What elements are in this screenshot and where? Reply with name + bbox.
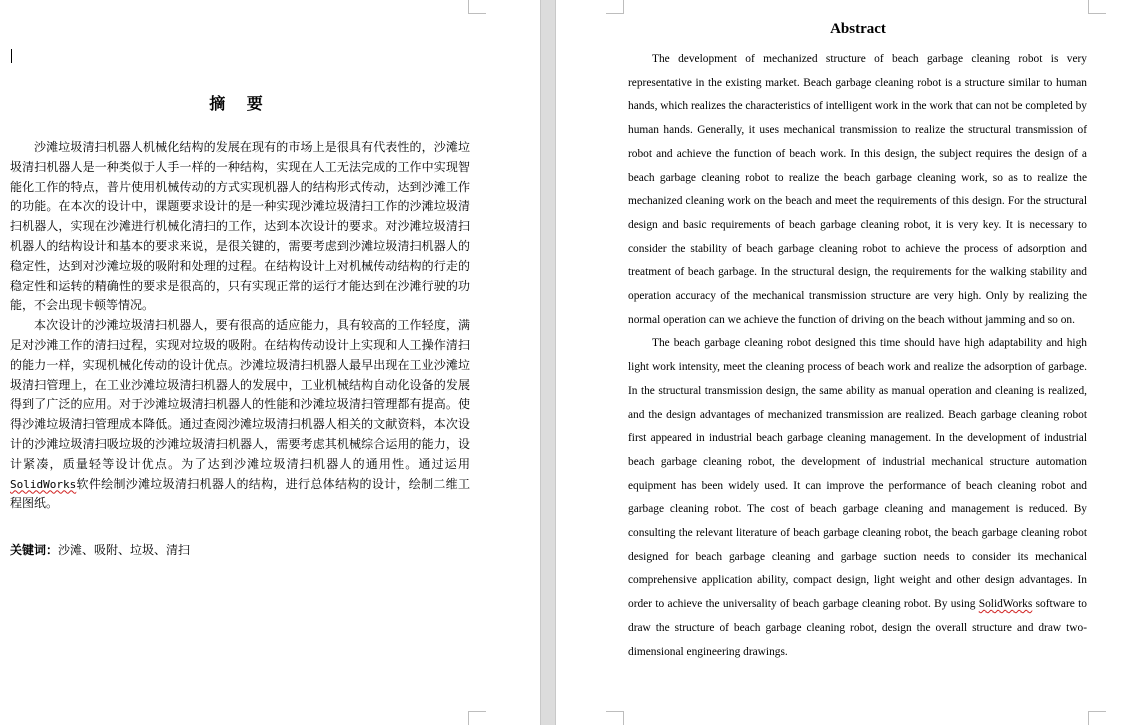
page-english-abstract[interactable] xyxy=(556,0,1142,725)
english-abstract-title: Abstract xyxy=(830,21,886,37)
spellcheck-word-solidworks-en[interactable]: SolidWorks xyxy=(978,598,1033,611)
page-gutter xyxy=(540,0,556,725)
keywords-value: 沙滩、吸附、垃圾、清扫 xyxy=(58,543,191,557)
chinese-keywords xyxy=(10,541,190,558)
chinese-abstract-title: 摘 要 xyxy=(209,94,271,113)
crop-mark-top-right-2 xyxy=(1088,0,1106,14)
chinese-paragraph-1: 沙滩垃圾清扫机器人机械化结构的发展在现有的市场上是很具有代表性的，沙滩垃圾清扫机器人是一种类似于人手一样的一种结构，实现在人工无法完成的工作中实现智能化工作的特点，普片使用机械传动的方式实现机器人的结构形式传动，达到沙滩工作的功能。在本次的设计中，课题要求设计的是一种实现沙滩垃圾清扫工作的沙滩垃圾清扫机器人，实现在沙滩进行机械化清扫的工作，达到本次设计的要求。对沙滩垃圾清扫机器人的结构设计和基本的要求来说，是很关键的，需要考虑到沙滩垃圾清扫机器人的稳定性，达到对沙滩垃圾的吸附和处理的过程。在结构设计上对机械传动结构的行走的稳定性和运转的精确性的要求是很高的，只有实现正常的运行才能达到在沙滩行驶的功能，不会出现卡顿等情况。 xyxy=(10,140,470,313)
chinese-paragraph-2-text: 本次设计的沙滩垃圾清扫机器人，要有很高的适应能力，具有较高的工作轻度，满足对沙滩工作的清扫过程，实现对垃圾的吸附。在结构传动设计上实现和人工操作清扫的能力一样，实现机械化传动的设计优点。沙滩垃圾清扫机器人最早出现在工业沙滩垃圾清扫管理上，在工业沙滩垃圾清扫机器人的发展中，工业机械结构自动化设备的发展得到了广泛的应用。对于沙滩垃圾清扫机器人的性能和沙滩垃圾清扫管理都有提高。使得沙滩垃圾清扫管理成本降低。通过查阅沙滩垃圾清扫机器人相关的文献资料，本次设计的沙滩垃圾清扫吸垃圾的沙滩垃圾清扫机器人，需要考虑其机械综合运用的能力，设计紧凑，质量轻等设计优点。为了达到沙滩垃圾清扫机器人的通用性。通过运用 xyxy=(10,318,470,471)
chinese-abstract-body[interactable] xyxy=(10,138,470,514)
english-abstract-body[interactable] xyxy=(628,48,1087,664)
crop-mark-bottom-right xyxy=(468,711,486,725)
english-paragraph-2 xyxy=(628,332,1087,664)
page-chinese-abstract[interactable] xyxy=(0,0,540,725)
crop-mark-bottom-right-2 xyxy=(1088,711,1106,725)
crop-mark-bottom-left xyxy=(606,711,624,725)
english-paragraph-1: The development of mechanized structure of beach garbage cleaning robot is very representative in the existing market. Beach garbage cleaning robot is a structure similar to human hands, which realizes the characteristics of intelligent work in the work that can not be completed by human hands. Generally, it uses mechanical transmission to realize the structural transmission of robot and achieve the function of beach work. In this design, the subject requires the design of a beach garbage cleaning robot to realize the beach garbage cleaning work, so as to realize the mechanized cleaning work on the beach and meet the requirements of this design. For the structural design and basic requirements of beach garbage cleaning robot, it is very key. It is necessary to consider the stability of beach garbage cleaning robot to achieve the process of adsorption and treatment of beach garbage. In the structural design, the requirements for the walking stability and operation accuracy of the mechanical transmission structure are very high. Only by realizing the normal operation can we achieve the function of driving on the beach without jamming and so on. xyxy=(628,53,1087,326)
crop-mark-top-left xyxy=(606,0,624,14)
text-cursor xyxy=(11,49,12,63)
spellcheck-word-solidworks[interactable]: SolidWorks xyxy=(10,477,77,491)
english-paragraph-2-tail: software to draw the structure of beach garbage cleaning robot, design the overall structure and draw two-dimensional engineering drawings. xyxy=(628,598,1087,658)
keywords-label: 关键词： xyxy=(10,543,59,557)
english-paragraph-2-text: The beach garbage cleaning robot designed this time should have high adaptability and high light work intensity, meet the cleaning process of beach work and realize the adsorption of garbage. In the structural transmission design, the same ability as manual operation and cleaning is realized, and the design advantages of mechanized transmission are realized. Beach garbage cleaning robot first appeared in industrial beach garbage cleaning management. In the development of industrial beach garbage cleaning robot, the development of industrial mechanical structure automation equipment has been widely used. It can improve the performance of beach cleaning robot and garbage cleaning robot. The cost of beach garbage cleaning and management is reduced. By consulting the relevant literature of beach garbage cleaning robot, the beach garbage cleaning robot designed for beach garbage cleaning and garbage suction needs to consider its mechanical comprehensive application ability, compact design, light weight and other design advantages. In order to achieve the universality of beach garbage cleaning robot. By using xyxy=(628,337,1087,611)
chinese-paragraph-2-tail: 软件绘制沙滩垃圾清扫机器人的结构，进行总体结构的设计，绘制二维工程图纸。 xyxy=(10,476,470,511)
chinese-paragraph-2 xyxy=(10,316,470,514)
crop-mark-top-right xyxy=(468,0,486,14)
